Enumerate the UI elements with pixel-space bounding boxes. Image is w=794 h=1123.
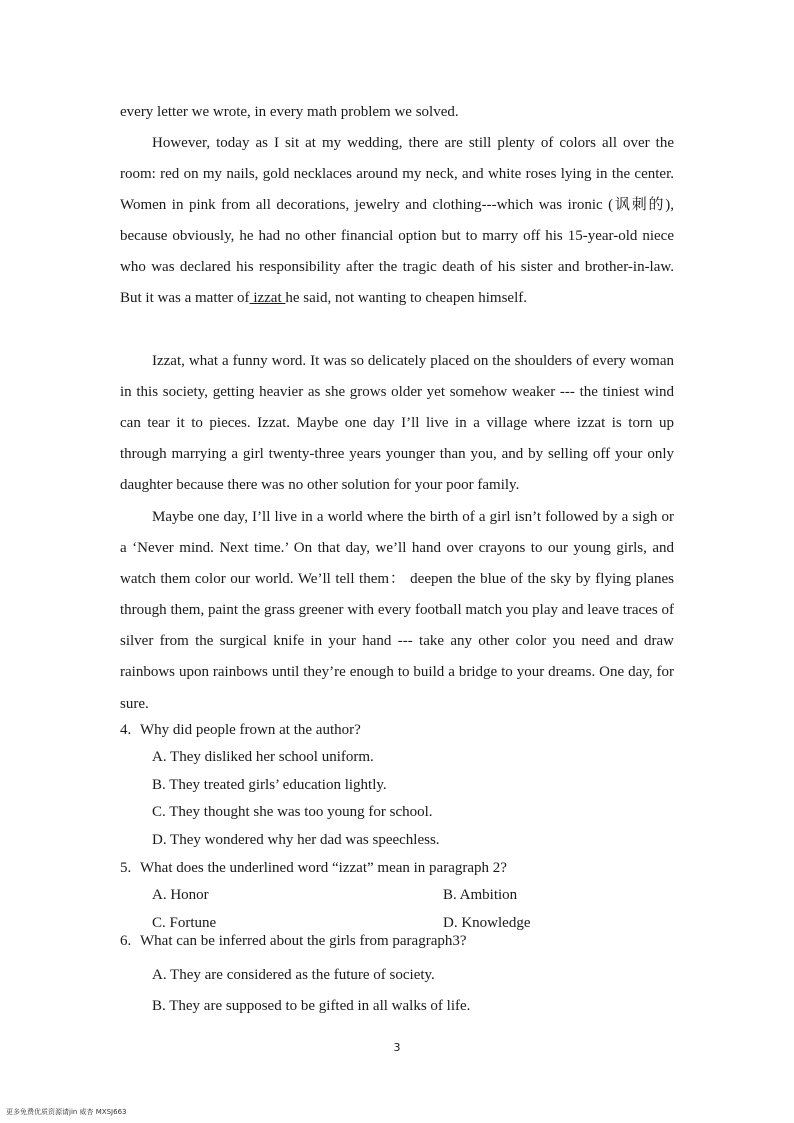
question-5-option-a: A. Honor xyxy=(152,887,209,903)
question-5-option-d: D. Knowledge xyxy=(443,915,531,931)
question-5-option-c: C. Fortune xyxy=(152,915,217,931)
passage-paragraph-1 xyxy=(120,128,674,315)
passage-paragraph-0: every letter we wrote, in every math problem we solved. xyxy=(120,104,459,120)
question-4-option-b: B. They treated girls’ education lightly. xyxy=(152,777,387,793)
underlined-word-izzat: izzat xyxy=(249,290,286,307)
question-number: 4. xyxy=(120,722,132,738)
question-text: Why did people frown at the author? xyxy=(140,722,361,738)
question-4-option-a: A. They disliked her school uniform. xyxy=(152,749,374,765)
question-text: What does the underlined word “izzat” mean in paragraph 2? xyxy=(140,860,507,876)
question-4-option-c: C. They thought she was too young for school. xyxy=(152,804,433,820)
paragraph-1-text-after: he said, not wanting to cheapen himself. xyxy=(285,290,527,307)
question-text: What can be inferred about the girls from paragraph3? xyxy=(140,933,467,949)
passage-paragraph-2: Izzat, what a funny word. It was so delicately placed on the shoulders of every woman in this society, getting heavier as she grows older yet somehow weaker --- the tiniest wind can tear it to pieces. Izzat. Maybe one day I’ll live in a village where izzat is torn up through marrying a girl twenty-three years younger than you, and by selling off your only daughter because there was no other solution for your poor family. xyxy=(120,353,674,494)
question-6-option-a: A. They are considered as the future of society. xyxy=(152,967,435,983)
question-4 xyxy=(120,720,361,740)
footer-note: 更多免费优质资源请jin 威杏 MXSJ663 xyxy=(6,1108,127,1116)
question-5 xyxy=(120,858,507,878)
question-6 xyxy=(120,931,467,951)
passage-paragraph-3: Maybe one day, I’ll live in a world where the birth of a girl isn’t followed by a sigh or a ‘Never mind. Next time.’ On that day, we’ll hand over crayons to our young girls, and watch them color our world. We’ll tell them： deepen the blue of the sky by flying planes through them, paint the grass greener with every football match you play and leave traces of silver from the surgical knife in your hand --- take any other color you need and draw rainbows upon rainbows until they’re enough to build a bridge to your dreams. One day, for sure. xyxy=(120,509,674,712)
paragraph-1-text-before: However, today as I sit at my wedding, there are still plenty of colors all over the room: red on my nails, gold necklaces around my neck, and white roses lying in the center. Women in pink from all decorations, jewelry and clothing---which was ironic (讽刺的), because obviously, he had no other financial option but to marry off his 15-year-old niece who was declared his responsibility after the tragic death of his sister and brother-in-law. But it was a matter of xyxy=(120,135,674,307)
question-number: 5. xyxy=(120,860,132,876)
page-number: 3 xyxy=(393,1041,401,1054)
question-5-option-b: B. Ambition xyxy=(443,887,518,903)
question-6-option-b: B. They are supposed to be gifted in all walks of life. xyxy=(152,998,471,1014)
question-4-option-d: D. They wondered why her dad was speechless. xyxy=(152,832,440,848)
question-number: 6. xyxy=(120,933,132,949)
